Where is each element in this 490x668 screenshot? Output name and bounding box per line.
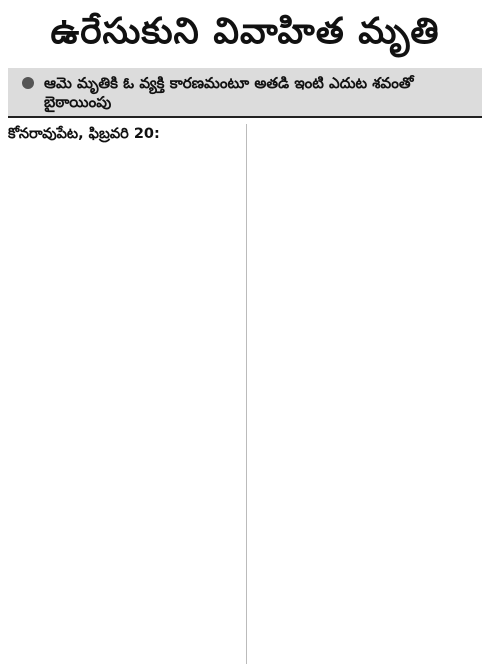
- deck-box: [8, 68, 482, 118]
- article-column-right: [246, 124, 483, 664]
- article-body: [8, 124, 482, 664]
- deck-text: ఆమె మృతికి ఓ వ్యక్తి కారణమంటూ అతడి ఇంటి ఎదుట శవంతో బైఠాయింపు: [44, 74, 414, 111]
- headline: ఉరేసుకుని వివాహిత మృతి: [50, 11, 440, 52]
- dateline: కోనరావుపేట, ఫిబ్రవరి 20:: [8, 126, 160, 142]
- bullet-icon: [22, 77, 34, 89]
- article-column-left: [8, 124, 236, 664]
